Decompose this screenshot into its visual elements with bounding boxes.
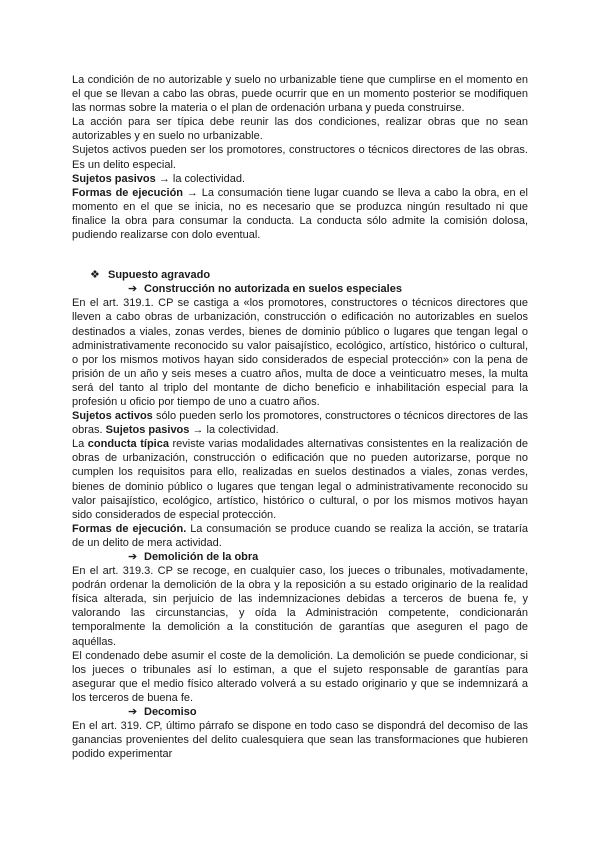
sujetos-pasivos-label: Sujetos pasivos [72,172,156,185]
document-page [72,73,528,761]
conducta-tipica-text: reviste varias modalidades alternativas consistentes en la realización de obras de urbanización, construcción o edificación que no pueden autorizarse, porque no cumplen los requisitos para ello, realizadas en suelos destinados a viales, zonas verdes, bienes de dominio público o lugares que tengan legal o administrativamente reconocido su valor paisajístico, ecológico, artístico, histórico o cultural, o por los mismos motivos hayan sido considerados de especial protección. [72,438,528,521]
arrow-right-icon: ➔ [128,283,138,296]
decomiso-title: Decomiso [144,706,197,719]
construccion-paragraph-2 [72,409,528,437]
demolicion-heading [72,550,528,564]
supuesto-agravado-title: Supuesto agravado [108,269,211,282]
intro-paragraph-1: La condición de no autorizable y suelo no urbanizable tiene que cumplirse en el momento en el que se llevan a cabo las obras, puede ocurrir que en un momento posterior se modifiquen las normas sobre la materia o el plan de ordenación urbana y pueda construirse. [72,74,528,115]
construccion-paragraph-4 [72,522,528,550]
construccion-heading [72,282,528,296]
conducta-pre: La [72,438,88,451]
sujetos-pasivos-text-2: → la colectividad. [189,424,279,437]
formas-ejecucion-label: Formas de ejecución [72,186,184,199]
arrow-right-icon: ➔ [128,551,138,563]
sujetos-pasivos-label-2: Sujetos pasivos [105,424,190,437]
formas-ejecucion-label-2: Formas de ejecución. [72,522,187,535]
decomiso-heading [72,705,528,719]
construccion-paragraph-1: En el art. 319.1. CP se castiga a «los promotores, constructores o técnicos directores que lleven a cabo obras de urbanización, construcción o edificación no autorizables en suelos destinados a viales, zonas verdes, bienes de dominio público o lugares que tengan legal o administrativamente reconocido su valor paisajístico, ecológico, artístico, histórico o cultural, o por los mismos motivos hayan sido considerados de especial protección» con la pena de prisión de un año y seis meses a cuatro años, multa de doce a veinticuatro meses, la multa será del tanto al triplo del montante de dicho beneficio e inhabilitación especial para la profesión u oficio por tiempo de uno a cuatro años. [72,297,528,408]
sujetos-pasivos-text: → la colectividad. [155,172,246,185]
intro-paragraph-4 [72,172,528,186]
supuesto-agravado-heading [72,268,528,282]
construccion-paragraph-3 [72,437,528,522]
construccion-title: Construcción no autorizada en suelos especiales [144,283,402,296]
diamond-bullet-icon: ❖ [90,269,100,282]
conducta-tipica-label: conducta típica [87,438,169,451]
demolicion-paragraph-2: El condenado debe asumir el coste de la demolición. La demolición se puede condicionar, si los jueces o tribunales así lo estiman, a que el sujeto responsable de garantías para asegurar que el medio físico alterado volverá a su estado originario y que se indemnizará a los terceros de buena fe. [72,649,528,704]
sujetos-activos-text: sólo pueden serlo los promotores, constructores o técnicos directores de las obras. [72,410,528,437]
formas-ejecucion-text-2: La consumación se produce cuando se realiza la acción, se trataría de un delito de mera actividad. [72,522,528,549]
demolicion-paragraph-1: En el art. 319.3. CP se recoge, en cualquier caso, los jueces o tribunales, motivadamente, podrán ordenar la demolición de la obra y la reposición a su estado originario de la realidad física alterada, sin perjuicio de las indemnizaciones debidas a terceros de buena fe, y valorando las circunstancias, y oída la Administración competente, condicionarán temporalmente la demolición a la constitución de garantías que aseguren el pago de aquéllas. [72,565,528,648]
section-gap [72,242,528,268]
sujetos-activos-label: Sujetos activos [72,410,153,423]
arrow-right-icon: ➔ [128,706,138,719]
intro-paragraph-2: La acción para ser típica debe reunir las dos condiciones, realizar obras que no sean autorizables y en suelo no urbanizable. [72,116,528,143]
intro-paragraph-5 [72,186,528,242]
demolicion-title: Demolición de la obra [144,551,259,563]
decomiso-paragraph-1: En el art. 319. CP, último párrafo se dispone en todo caso se dispondrá del decomiso de las ganancias provenientes del delito cualesquiera que sean las transformaciones que hubieren podido experimentar [72,720,528,761]
formas-ejecucion-text: → La consumación tiene lugar cuando se lleva a cabo la obra, en el momento en el que se inicia, no es necesario que se produzca ningún resultado ni que finalice la obra para consumar la conducta. La conducta sólo admite la comisión dolosa, pudiendo realizarse con dolo eventual. [72,186,528,242]
intro-paragraph-3: Sujetos activos pueden ser los promotores, constructores o técnicos directores de las obras. Es un delito especial. [72,144,528,171]
